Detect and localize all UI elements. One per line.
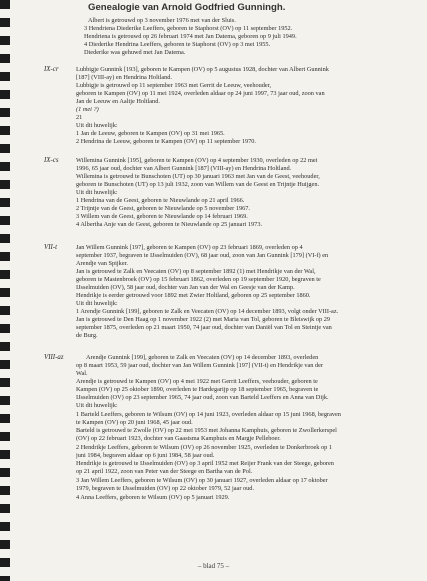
entry-line: Jan Willem Gunnink [197], geboren te Kampen (OV) op 23 februari 1869, overleden op 4	[76, 244, 303, 251]
child-line: 3 Willem van de Geest, geboren te Nieuwlande op 14 februari 1969.	[76, 213, 248, 220]
entry-line: [187] (VIII-ay) en Hendrina Holtland.	[76, 74, 172, 81]
intro-line: Hendriena is getrouwd op 26 februari 1974 met Jan Datema, geboren op 9 juli 1949.	[84, 33, 297, 40]
entry-line: Arendje is getrouwd te Kampen (OV) op 4 mei 1922 met Gerrit Leeffers, veehouder, geboren te	[76, 378, 318, 385]
entry-note: (1 mei ?)	[76, 106, 99, 113]
child-line: 1979, begraven te IJsselmuiden (OV) op 22 oktober 1979, 52 jaar oud.	[76, 485, 255, 492]
entry-line: Lubbigje is getrouwd op 11 september 1963 met Gerrit de Leeuw, veehouder,	[76, 82, 272, 89]
child-line: 1 Hendrina van de Geest, geboren te Nieuwlande op 21 april 1966.	[76, 197, 245, 204]
child-line: 1 Arendje Gunnink [199], geboren te Zalk en Veecaten (OV) op 14 december 1893, volgt onder VIII-az.	[76, 308, 339, 315]
entry-line: Uit dit huwelijk:	[76, 189, 118, 196]
entry-ref: VIII-az	[44, 354, 64, 361]
entry-line: Arendje van Spijker.	[76, 260, 128, 267]
child-line: 1 Barteld Leeffers, geboren te Wilsum (OV) op 14 juni 1923, overleden aldaar op 15 juni 1968, begraven	[76, 411, 341, 418]
child-line: 4 Albertha Anje van de Geest, geboren te Nieuwlande op 25 januari 1973.	[76, 221, 263, 228]
intro-line: 3 Hendriena Diederike Leeffers, geboren te Staphorst (OV) op 11 september 1952.	[84, 25, 293, 32]
binding-edge	[0, 0, 10, 581]
entry-line: IJsselmuiden (OV), 58 jaar oud, dochter van Jan van der Wal en Geesje van der Kamp.	[76, 284, 295, 291]
child-line: op 21 april 1922, zoon van Peter van der Steege en Bartha van de Pol.	[76, 468, 253, 475]
page-title: Genealogie van Arnold Godfried Gunningh.	[88, 2, 286, 13]
intro-line: Diederike was gehuwd met Jan Datema.	[84, 49, 186, 56]
entry-line: geboren te Kampen (OV) op 11 mei 1924, overleden aldaar op 24 juni 1997, 73 jaar oud, zoon van	[76, 90, 325, 97]
child-line: 2 Hendrina de Leeuw, geboren te Kampen (OV) op 11 september 1970.	[76, 138, 256, 145]
intro-line: Albert is getrouwd op 3 november 1976 met van der Sluis.	[88, 17, 236, 24]
entry-line: september 1937, begraven te IJsselmuiden (OV), 68 jaar oud, zoon van Jan Gunnink [179] (VI-f) en	[76, 252, 329, 259]
child-line: te Kampen (OV) op 20 juni 1968, 45 jaar oud.	[76, 419, 193, 426]
entry-line: Jan is getrouwd te Den Haag op 1 november 1922 (2) met Maria van Tol, geboren te Bleiswijk op 29	[76, 316, 331, 323]
intro-line: 4 Diederike Hendrina Leeffers, geboren te Staphorst (OV) op 3 mei 1955.	[84, 41, 271, 48]
entry-line: september 1875, overleden op 21 maart 1950, 74 jaar oud, dochter van Daniël van Tol en Steintje van	[76, 324, 332, 331]
entry-line: geboren te Mastenbroek (OV) op 15 februari 1862, overleden op 19 september 1920, begraven te	[76, 276, 321, 283]
child-line: 2 Hendrikje Leeffers, geboren te Wilsum (OV) op 26 november 1925, overleden te Donkerbroek op 1	[76, 444, 333, 451]
child-line: 4 Anna Leeffers, geboren te Wilsum (OV) op 5 januari 1929.	[76, 494, 230, 501]
entry-line: geboren te Bunschoten (UT) op 13 juli 1932, zoon van Willem van de Geest en Trijntje Huijgen.	[76, 181, 320, 188]
page-number: – blad 75 –	[197, 562, 230, 570]
entry-note: 21	[76, 114, 83, 121]
entry-line: Jan de Leeuw en Aaltje Holtland.	[76, 98, 160, 105]
child-line: juni 1984, begraven aldaar op 6 juni 1984, 58 jaar oud.	[76, 452, 215, 459]
entry-ref: VII-t	[44, 244, 58, 251]
entry-line: Willemina Gunnink [195], geboren te Kampen (OV) op 4 september 1930, overleden op 22 mei	[76, 157, 318, 164]
entry-line: op 8 maart 1953, 59 jaar oud, dochter van Jan Willem Gunnink [197] (VII-t) en Hendrikje van der	[76, 362, 324, 369]
entry-line: Wal.	[76, 370, 88, 377]
entry-line: Hendrikje is eerder getrouwd voor 1892 met Zwier Holtland, geboren op 25 september 1860.	[76, 292, 311, 299]
entry-line: Uit dit huwelijk:	[76, 300, 118, 307]
entry-line: de Burg.	[76, 332, 98, 339]
child-line: Barteld is getrouwd te Zwolle (OV) op 22 mei 1953 met Johanna Kamphuis, geboren te Zwollerkerspel	[76, 427, 337, 434]
child-line: Hendrikje is getrouwd te IJsselmuiden (OV) op 3 april 1952 met Reijer Frank van der Steege, geboren	[76, 460, 334, 467]
entry-line: Jan is getrouwd te Zalk en Veecaten (OV) op 8 september 1892 (1) met Hendrikje van der Wal,	[76, 268, 316, 275]
entry-line: Uit dit huwelijk:	[76, 122, 118, 129]
child-line: 2 Trijntje van de Geest, geboren te Nieuwlande op 5 november 1967.	[76, 205, 251, 212]
entry-ref: IX-cs	[44, 157, 59, 164]
entry-line: Arendje Gunnink [199], geboren te Zalk en Veecaten (OV) op 14 december 1893, overleden	[86, 354, 319, 361]
child-line: (OV) op 22 februari 1923, dochter van Gaastsma Kamphuis en Margje Pelleboer.	[76, 435, 281, 442]
entry-line: IJsselmuiden (OV) op 23 september 1965, 74 jaar oud, zoon van Barteld Leeffers en Anna van Dijk.	[76, 394, 329, 401]
entry-line: 1996, 65 jaar oud, dochter van Albert Gunnink [187] (VIII-ay) en Hendrina Holtland.	[76, 165, 292, 172]
child-line: 3 Jan Willem Leeffers, geboren te Wilsum (OV) op 30 januari 1927, overleden aldaar op 17 oktober	[76, 477, 328, 484]
entry-line: Willemina is getrouwd te Bunschoten (UT) op 30 januari 1963 met Jan van de Geest, veehouder,	[76, 173, 320, 180]
entry-ref: IX-cr	[44, 66, 59, 73]
entry-line: Uit dit huwelijk:	[76, 402, 118, 409]
entry-line: Lubbigje Gunnink [193], geboren te Kampen (OV) op 5 augustus 1928, dochter van Albert Gunnink	[76, 66, 329, 73]
child-line: 1 Jan de Leeuw, geboren te Kampen (OV) op 31 mei 1965.	[76, 130, 225, 137]
entry-line: Kampen (OV) op 25 oktober 1890, overleden te Hardegarijp op 18 september 1965, begraven te	[76, 386, 319, 393]
